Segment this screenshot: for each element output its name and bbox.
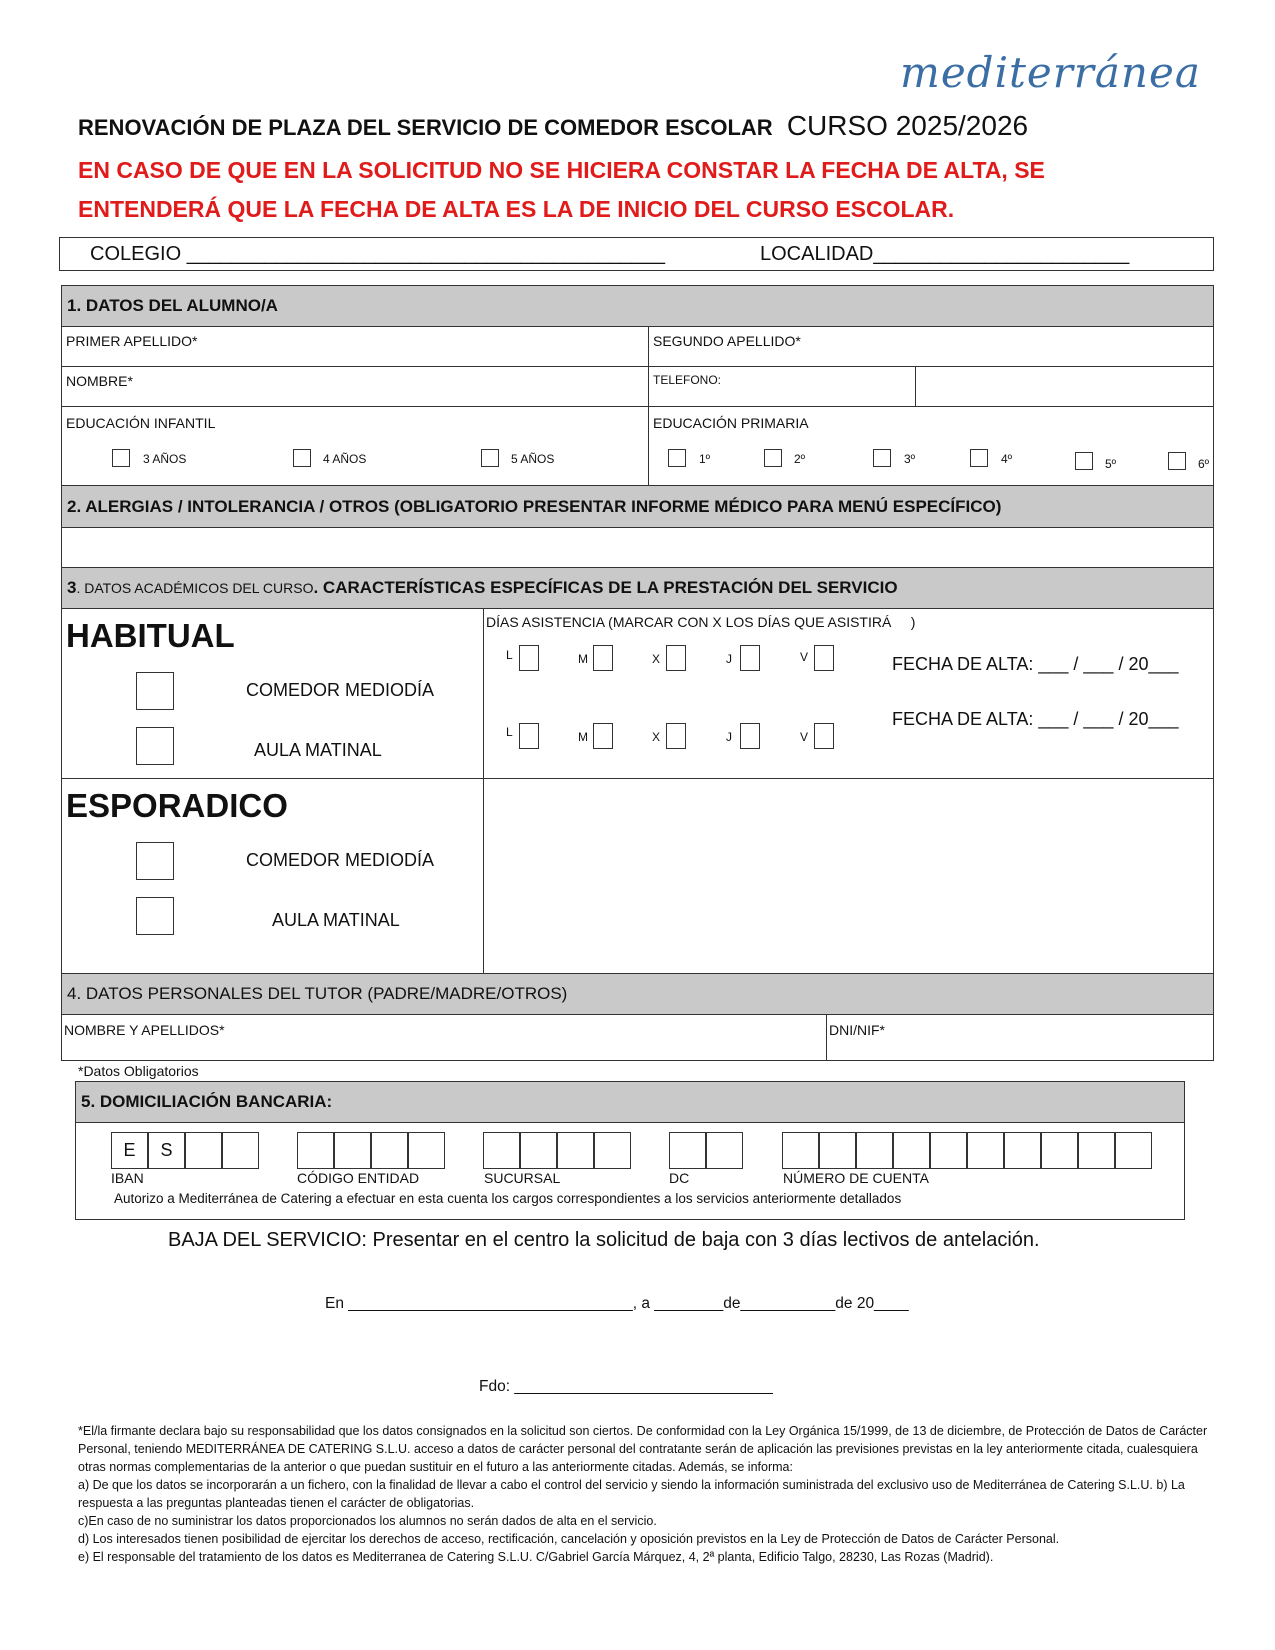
day-j-label: J: [726, 652, 732, 666]
legal-d: d) Los interesados tienen posibilidad de ejercitar los derechos de acceso, rectificación, cancelación y oposición previstos en la Ley de Protección de Datos de Carácter Personal.: [78, 1532, 1060, 1546]
brand-logo: mediterránea: [900, 48, 1201, 97]
esporadico-comedor-label: COMEDOR MEDIODÍA: [246, 850, 435, 870]
cuenta-digit-cell[interactable]: [1078, 1132, 1115, 1169]
esporadico-empty-cell: [483, 778, 1214, 974]
label-5: 5º: [1105, 457, 1117, 471]
entidad-digit-cell[interactable]: [408, 1132, 445, 1169]
cuenta-label: NÚMERO DE CUENTA: [783, 1170, 929, 1186]
checkbox-5-anos[interactable]: [481, 449, 499, 467]
day-j-checkbox-1[interactable]: [740, 645, 760, 671]
checkbox-3-anos[interactable]: [112, 449, 130, 467]
cuenta-digit-cell[interactable]: [782, 1132, 819, 1169]
sucursal-digit-cell[interactable]: [557, 1132, 594, 1169]
checkbox-4[interactable]: [970, 449, 988, 467]
sucursal-digit-cell[interactable]: [594, 1132, 631, 1169]
legal-text: [78, 1422, 1228, 1566]
day-j-checkbox-2[interactable]: [740, 723, 760, 749]
label-3-anos: 3 AÑOS: [143, 452, 187, 466]
dias-label: DÍAS ASISTENCIA (MARCAR CON X LOS DÍAS QUE ASISTIRÁ ): [486, 614, 916, 630]
day-l-label: L: [506, 648, 513, 662]
checkbox-2[interactable]: [764, 449, 782, 467]
entidad-digit-cell[interactable]: [297, 1132, 334, 1169]
section5-header: 5. DOMICILIACIÓN BANCARIA:: [75, 1081, 1185, 1123]
cuenta-digit-cell[interactable]: [856, 1132, 893, 1169]
iban-digit-cell[interactable]: [185, 1132, 222, 1169]
cuenta-digit-cell[interactable]: [930, 1132, 967, 1169]
dc-digit-cell[interactable]: [669, 1132, 706, 1169]
cuenta-digit-cell[interactable]: [893, 1132, 930, 1169]
warning-line-1: EN CASO DE QUE EN LA SOLICITUD NO SE HICIERA CONSTAR LA FECHA DE ALTA, SE: [78, 157, 1045, 183]
sucursal-label: SUCURSAL: [484, 1170, 561, 1186]
label-4-anos: 4 AÑOS: [323, 452, 367, 466]
cuenta-digit-cell[interactable]: [967, 1132, 1004, 1169]
cuenta-digit-cell[interactable]: [819, 1132, 856, 1169]
day-m-label: M: [578, 652, 588, 666]
warning-line-2: ENTENDERÁ QUE LA FECHA DE ALTA ES LA DE INICIO DEL CURSO ESCOLAR.: [78, 196, 955, 222]
iban-digit-cell[interactable]: [222, 1132, 259, 1169]
section3-header: 3 . DATOS ACADÉMICOS DEL CURSO . CARACTERÍSTICAS ESPECÍFICAS DE LA PRESTACIÓN DEL SERVICIO: [61, 567, 1214, 609]
day-m-checkbox-2[interactable]: [593, 723, 613, 749]
dias-cell: [483, 608, 1214, 779]
checkbox-5[interactable]: [1075, 452, 1093, 470]
entidad-digit-cell[interactable]: [371, 1132, 408, 1169]
entidad-digit-cell[interactable]: [334, 1132, 371, 1169]
checkbox-1[interactable]: [668, 449, 686, 467]
page-title: [78, 110, 1028, 142]
day-x-label-2: X: [652, 730, 661, 744]
checkbox-3[interactable]: [873, 449, 891, 467]
sucursal-digit-cell[interactable]: [520, 1132, 557, 1169]
habitual-label: HABITUAL: [66, 617, 235, 654]
telefono-label-cell: TELEFONO:: [648, 366, 916, 407]
cuenta-digit-cell[interactable]: [1041, 1132, 1078, 1169]
habitual-matinal-label: AULA MATINAL: [254, 740, 382, 760]
nombre-field[interactable]: NOMBRE*: [61, 366, 649, 407]
habitual-comedor-checkbox[interactable]: [136, 672, 174, 710]
label-6: 6º: [1198, 457, 1210, 471]
day-v-label-2: V: [800, 730, 809, 744]
firma-line[interactable]: Fdo: ______________________________: [479, 1378, 773, 1395]
fecha-alta-2[interactable]: FECHA DE ALTA: ___ / ___ / 20___: [892, 709, 1179, 729]
checkbox-6[interactable]: [1168, 452, 1186, 470]
day-v-checkbox-1[interactable]: [814, 645, 834, 671]
esporadico-matinal-checkbox[interactable]: [136, 897, 174, 935]
habitual-matinal-checkbox[interactable]: [136, 727, 174, 765]
infantil-cell: EDUCACIÓN INFANTIL: [61, 406, 649, 486]
fecha-alta-1[interactable]: FECHA DE ALTA: ___ / ___ / 20___: [892, 654, 1179, 674]
lugar-fecha-line[interactable]: En _________________________________, a ________de___________de 20____: [325, 1295, 909, 1312]
checkbox-4-anos[interactable]: [293, 449, 311, 467]
dc-label: DC: [669, 1170, 690, 1186]
legal-p1: *El/la firmante declara bajo su responsabilidad que los datos consignados en la solicitud son ciertos. De conformidad con la Ley Orgánica 15/1999, de 13 de diciembre, de Protección de Datos de Carácter Personal, teniendo MEDITERRÁNEA DE CATERING S.L.U. acceso a datos de carácter personal del contratante serán de aplicación las previsiones previstas en la ley anteriormente citada, cualesquiera otras normas complementarias de la anterior o que puedan sustituir en el futuro a las anteriormente citadas. Además, se informa:: [78, 1424, 1208, 1474]
label-1: 1º: [699, 452, 711, 466]
day-l-checkbox-2[interactable]: [519, 723, 539, 749]
autorizo-text: Autorizo a Mediterránea de Catering a efectuar en esta cuenta los cargos correspondientes a los servicios anteriormente detallados: [114, 1191, 902, 1206]
dc-digit-cell[interactable]: [706, 1132, 743, 1169]
day-l-label-2: L: [506, 725, 513, 739]
label-5-anos: 5 AÑOS: [511, 452, 555, 466]
section2-header: 2. ALERGIAS / INTOLERANCIA / OTROS (OBLIGATORIO PRESENTAR INFORME MÉDICO PARA MENÚ ESPECÍFICO): [61, 485, 1214, 528]
label-3: 3º: [904, 452, 916, 466]
day-l-checkbox-1[interactable]: [519, 645, 539, 671]
tutor-nombre-field[interactable]: NOMBRE Y APELLIDOS*: [61, 1014, 827, 1061]
legal-a: a) De que los datos se incorporarán a un fichero, con la finalidad de llevar a cabo el control del servicio y siendo la información suministrada del exclusivo uso de Mediterránea de Catering S.L.U. b) La respuesta a las preguntas planteadas tienen el carácter de obligatorias.: [78, 1478, 1185, 1510]
habitual-comedor-label: COMEDOR MEDIODÍA: [246, 680, 435, 700]
day-x-checkbox-2[interactable]: [666, 723, 686, 749]
cuenta-digit-cell[interactable]: [1115, 1132, 1152, 1169]
tutor-dni-field[interactable]: DNI/NIF*: [826, 1014, 1214, 1061]
day-v-label: V: [800, 650, 809, 664]
telefono-field[interactable]: [915, 366, 1214, 407]
primaria-cell: EDUCACIÓN PRIMARIA: [648, 406, 1214, 486]
colegio-field[interactable]: COLEGIO ___________________________________________: [90, 243, 665, 265]
entidad-label: CÓDIGO ENTIDAD: [297, 1170, 420, 1186]
esporadico-matinal-label: AULA MATINAL: [272, 910, 400, 930]
iban-digit-cell[interactable]: S: [148, 1132, 185, 1169]
legal-e: e) El responsable del tratamiento de los datos es Mediterranea de Catering S.L.U. C/Gabriel García Márquez, 4, 2ª planta, Edificio Talgo, 28230, Las Rozas (Madrid).: [78, 1550, 994, 1564]
day-m-checkbox-1[interactable]: [593, 645, 613, 671]
iban-label: IBAN: [111, 1170, 144, 1186]
label-4: 4º: [1001, 452, 1013, 466]
iban-digit-cell[interactable]: E: [111, 1132, 148, 1169]
section1-header: 1. DATOS DEL ALUMNO/A: [61, 285, 1214, 327]
school-box: [59, 237, 1214, 271]
legal-c: c)En caso de no suministrar los datos proporcionados los alumnos no serán dados de alta en el servicio.: [78, 1514, 657, 1528]
esporadico-comedor-checkbox[interactable]: [136, 842, 174, 880]
label-2: 2º: [794, 452, 806, 466]
segundo-apellido-field[interactable]: SEGUNDO APELLIDO*: [648, 326, 1214, 367]
day-j-label-2: J: [726, 730, 732, 744]
localidad-field[interactable]: LOCALIDAD_______________________: [760, 243, 1130, 265]
baja-text: BAJA DEL SERVICIO: Presentar en el centro la solicitud de baja con 3 días lectivos de antelación.: [168, 1229, 1040, 1251]
title-curso: CURSO 2025/2026: [786, 110, 1029, 141]
title-main: RENOVACIÓN DE PLAZA DEL SERVICIO DE COMEDOR ESCOLAR: [78, 115, 773, 140]
sucursal-digit-cell[interactable]: [483, 1132, 520, 1169]
esporadico-label: ESPORADICO: [66, 787, 288, 824]
primer-apellido-field[interactable]: PRIMER APELLIDO*: [61, 326, 649, 367]
section4-header: 4. DATOS PERSONALES DEL TUTOR (PADRE/MADRE/OTROS): [61, 973, 1214, 1015]
day-m-label-2: M: [578, 730, 588, 744]
day-x-checkbox-1[interactable]: [666, 645, 686, 671]
day-x-label: X: [652, 652, 661, 666]
day-v-checkbox-2[interactable]: [814, 723, 834, 749]
cuenta-digit-cell[interactable]: [1004, 1132, 1041, 1169]
datos-obligatorios-note: *Datos Obligatorios: [78, 1063, 199, 1079]
alergias-field[interactable]: [61, 527, 1214, 568]
